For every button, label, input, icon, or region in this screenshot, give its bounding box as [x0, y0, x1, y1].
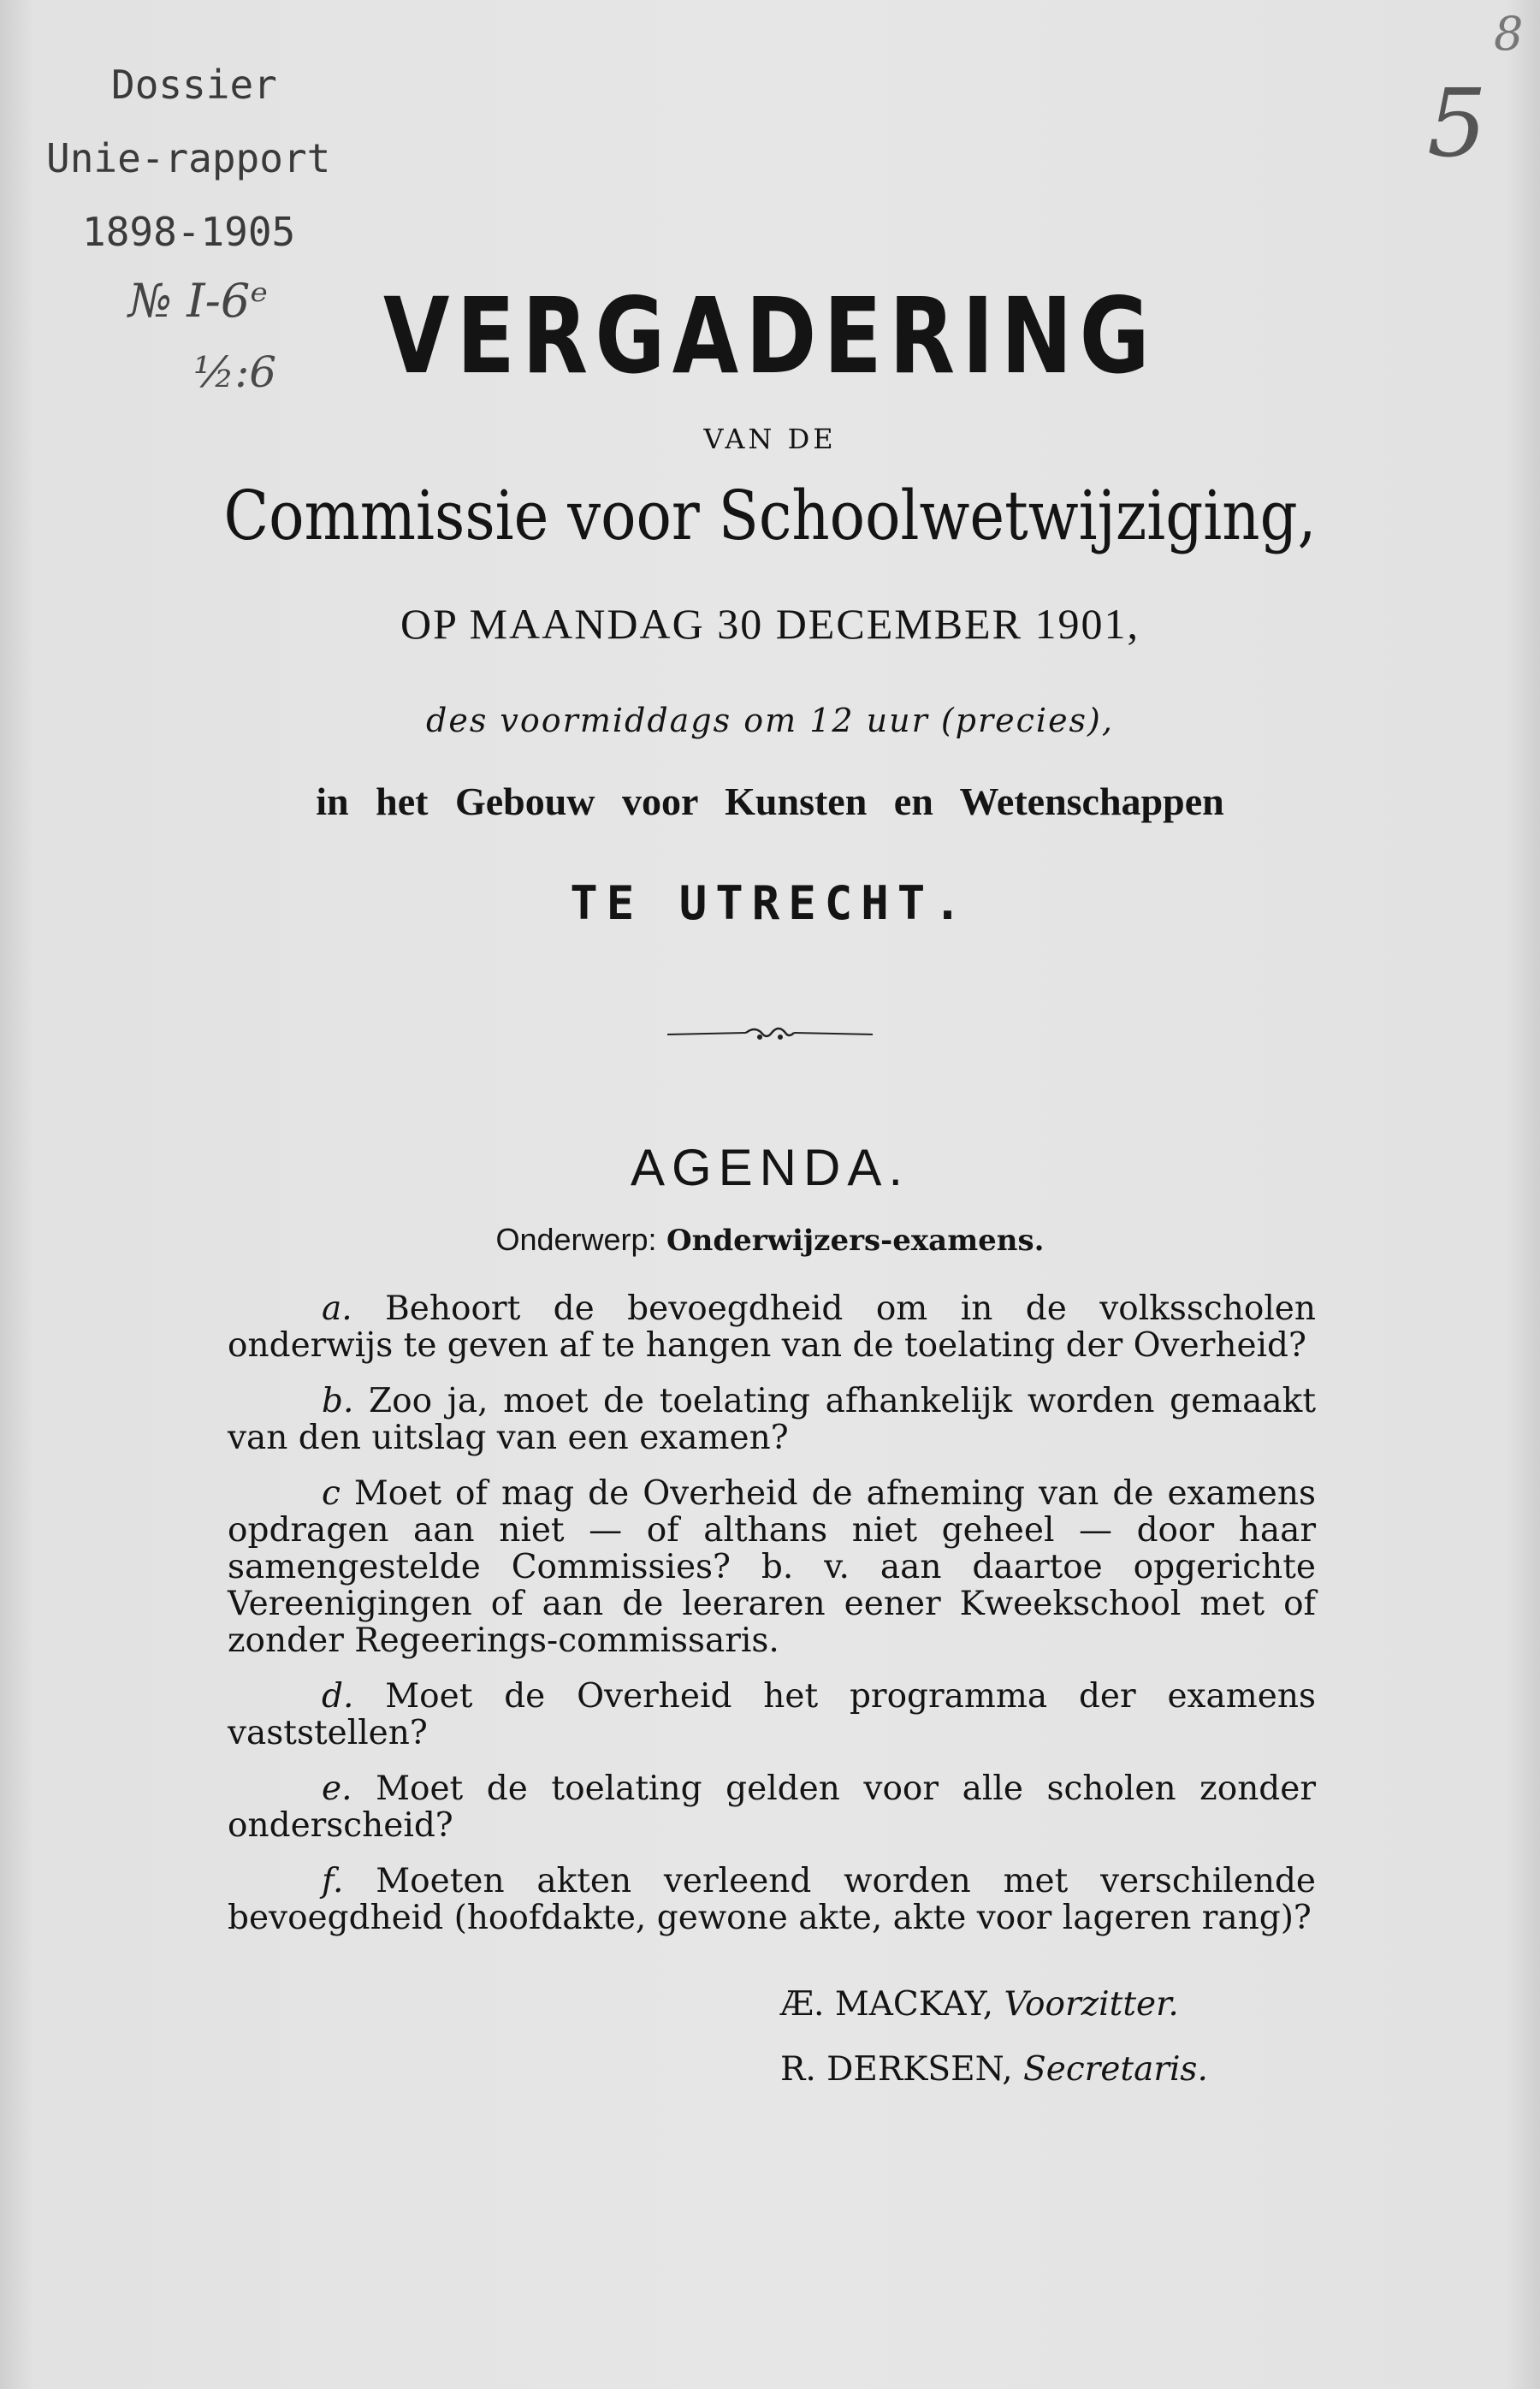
archive-stamp: [46, 48, 406, 269]
pencil-page-number: 5: [1427, 68, 1487, 178]
pencil-corner-number: 8: [1494, 7, 1524, 61]
signature-role: Voorzitter.: [1004, 1985, 1179, 2024]
stamp-line-rapport: Unie-rapport: [46, 135, 331, 181]
agenda-heading: AGENDA.: [630, 1139, 910, 1196]
agenda-item: e. Moet de toelating gelden voor alle scholen zonder onderscheid?: [228, 1770, 1316, 1845]
commission-name: Commissie voor Schoolwetwijziging,: [223, 476, 1317, 555]
agenda-subject: [0, 1222, 1540, 1258]
stamp-line-years: 1898-1905: [82, 209, 296, 255]
signature-name: Æ. MACKAY,: [780, 1985, 994, 2024]
signature-role: Secretaris.: [1023, 2050, 1208, 2089]
ornament-divider-icon: [667, 1023, 873, 1049]
agenda-item: b. Zoo ja, moet de toelating afhankelijk worden gemaakt van den uitslag van een examen?: [228, 1382, 1316, 1457]
subtitle-van-de: VAN DE: [703, 423, 837, 455]
meeting-date: OP MAANDAG 30 DECEMBER 1901,: [400, 600, 1140, 648]
stamp-line-dossier: Dossier: [111, 62, 277, 108]
handwritten-subnumber: ½:6: [193, 347, 277, 397]
agenda-item: a. Behoort de bevoegdheid om in de volksscholen onderwijs te geven af te hangen van de toelating der Overheid?: [228, 1289, 1316, 1365]
agenda-items: [228, 1290, 1316, 1955]
document-title: VERGADERING: [382, 276, 1157, 397]
agenda-item: f. Moeten akten verleend worden met verschilende bevoegdheid (hoofdakte, gewone akte, akte voor lageren rang)?: [228, 1862, 1316, 1937]
agenda-item: d. Moet de Overheid het programma der examens vaststellen?: [228, 1677, 1316, 1752]
signature-chairman: [780, 1985, 1179, 2024]
signature-name: R. DERKSEN,: [780, 2050, 1013, 2089]
subject-label: Onderwerp:: [495, 1222, 657, 1257]
agenda-item: c Moet of mag de Overheid de afneming van de examens opdragen aan niet — of althans niet geheel — door haar samengestelde Commissies? b. v. aan daartoe opgerichte Vereenigingen of aan de leeraren eener Kweekschool met of zonder Regeerings-commissaris.: [228, 1474, 1316, 1660]
meeting-time: des voormiddags om 12 uur (precies),: [426, 702, 1114, 739]
subject-value: Onderwijzers-examens.: [666, 1224, 1045, 1258]
handwritten-number: № I-6ᵉ: [128, 274, 269, 328]
signature-secretary: [780, 2050, 1208, 2089]
meeting-city: TE UTRECHT.: [570, 876, 970, 930]
meeting-location: in het Gebouw voor Kunsten en Wetenschappen: [316, 780, 1224, 823]
